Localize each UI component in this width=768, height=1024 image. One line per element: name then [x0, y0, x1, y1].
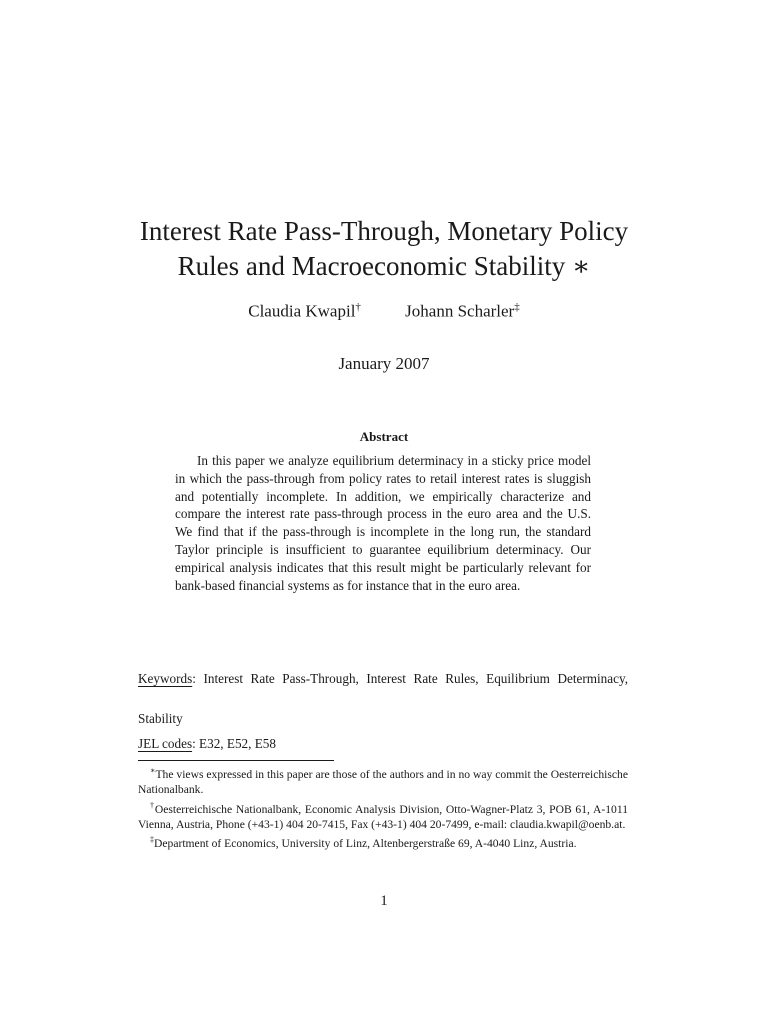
keywords-text: Interest Rate Pass-Through, Interest Rate Rules, Equilibrium Determinacy, Stability: [138, 671, 628, 726]
page-number: 1: [380, 893, 388, 909]
author-1: [248, 301, 361, 322]
footnote-3-mark: ‡: [150, 835, 154, 845]
paper-title: [0, 214, 768, 284]
author-list: [0, 301, 768, 322]
jel-codes-line: JEL codes: E32, E52, E58: [138, 736, 276, 751]
title-line-1: Interest Rate Pass-Through, Monetary Policy: [139, 216, 629, 246]
footnotes: [138, 763, 628, 852]
author-1-name: Claudia Kwapil: [248, 301, 356, 321]
author-2-name: Johann Scharler: [405, 301, 515, 321]
author-1-footnote-mark: †: [355, 301, 361, 313]
author-2: [405, 301, 520, 322]
footnote-1: [138, 763, 628, 798]
publication-date: January 2007: [338, 354, 430, 373]
title-line-2: [0, 249, 768, 284]
title-line-2-text: Rules and Macroeconomic Stability: [177, 251, 566, 281]
jel-codes-label: JEL codes: [138, 736, 193, 751]
footnote-1-mark: ∗: [150, 766, 156, 775]
footnote-2-text: Oesterreichische Nationalbank, Economic Analysis Division, Otto-Wagner-Platz 3, POB 61, A-1011 Vienna, Austria, Phone (+43-1) 404 20-7415, Fax (+43-1) 404 20-7499, e-mail: claudia.kwapil@oenb.at.: [138, 802, 629, 831]
title-footnote-mark: ∗: [572, 251, 591, 281]
footnote-3-text: Department of Economics, University of Linz, Altenbergerstraße 69, A-4040 Linz, Austria.: [154, 837, 577, 851]
footnote-2: [138, 798, 628, 833]
footnote-3: [138, 832, 628, 851]
author-2-footnote-mark: ‡: [514, 301, 520, 313]
abstract-text: In this paper we analyze equilibrium determinacy in a sticky price model in which the pass-through from policy rates to retail interest rates is sluggish and potentially incomplete. In addition, we empirically characterize and compare the interest rate pass-through process in the euro area and the U.S. We find that if the pass-through is incomplete in the long run, the standard Taylor principle is insufficient to guarantee equilibrium determinacy. Our empirical analysis indicates that this result might be particularly relevant for bank-based financial systems as for instance that in the euro area.: [175, 453, 591, 593]
footnote-rule: [138, 760, 334, 761]
jel-codes-text: E32, E52, E58: [199, 736, 276, 751]
keywords-label: Keywords: [138, 671, 193, 686]
footnote-2-mark: †: [150, 800, 155, 810]
keywords-paragraph: Keywords: Interest Rate Pass-Through, Interest Rate Rules, Equilibrium Determinacy, Stability: [138, 671, 628, 726]
footnote-1-text: The views expressed in this paper are those of the authors and in no way commit the Oesterreichische Nationalbank.: [138, 767, 628, 797]
abstract-heading: Abstract: [359, 429, 409, 444]
